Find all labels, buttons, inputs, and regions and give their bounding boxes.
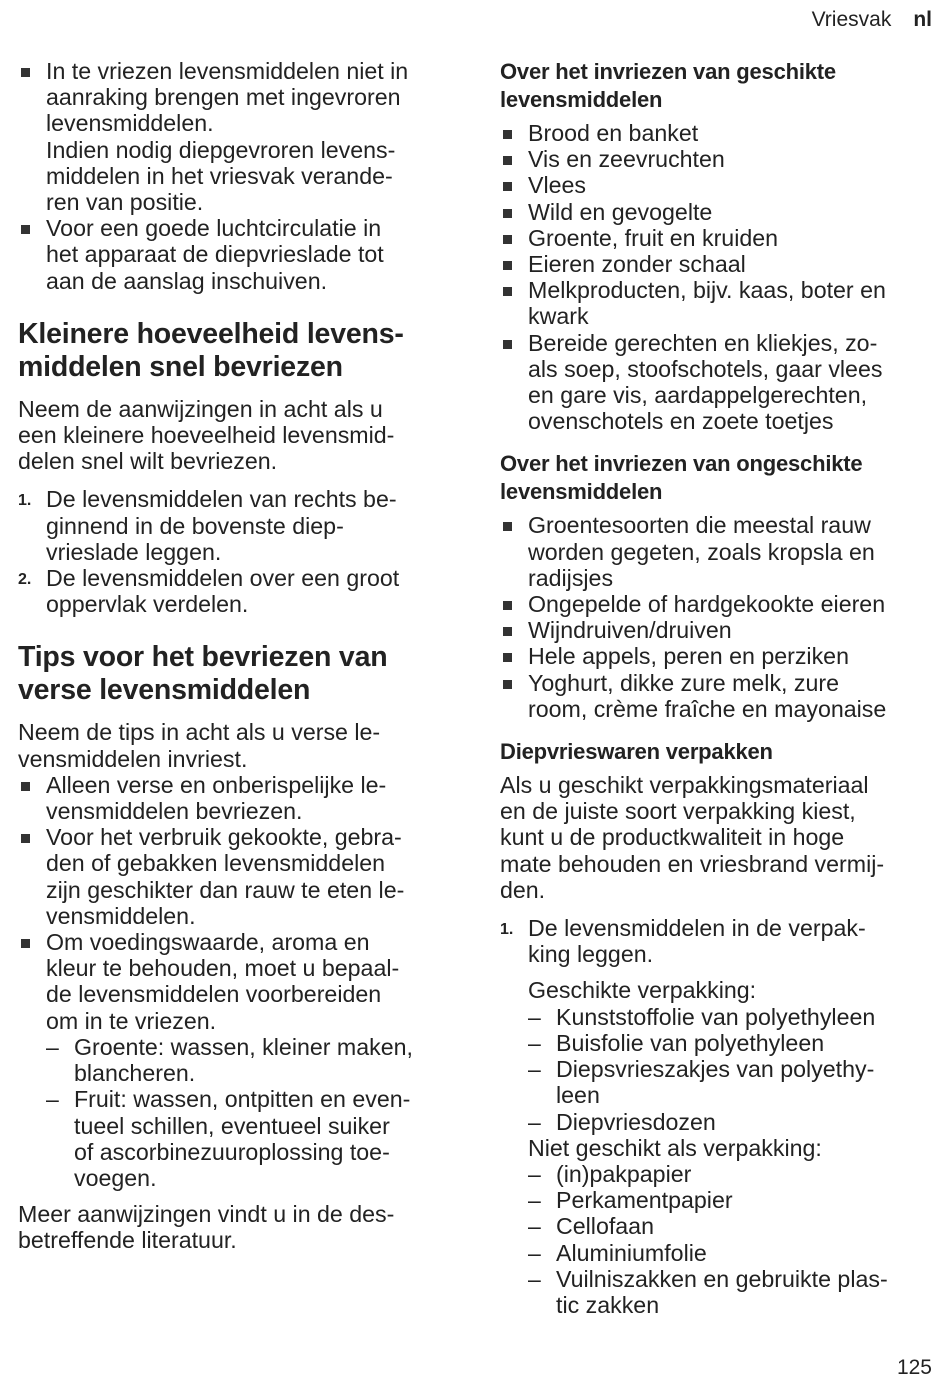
- list-item-text: kwark: [528, 303, 589, 330]
- text-line: delen snel wilt bevriezen.: [18, 448, 278, 475]
- heading-unsuitable-foods: [500, 450, 940, 506]
- dash-icon: –: [528, 1265, 541, 1292]
- bullet-list-storage-tips: [18, 58, 458, 294]
- dash-icon: –: [46, 1086, 59, 1113]
- dash-list-unsuitable-packaging: [528, 1161, 940, 1318]
- list-item-text: In te vriezen levensmiddelen niet in: [46, 58, 409, 84]
- list-item-text: ren van positie.: [46, 189, 204, 216]
- paragraph-quick-freeze: [18, 396, 458, 475]
- list-item-text: en gare vis, aardappelgerechten,: [528, 382, 868, 409]
- step-text: De levensmiddelen over een groot: [46, 565, 400, 592]
- heading-line: verse levensmiddelen: [18, 674, 311, 707]
- dash-list-preparation: [46, 1034, 458, 1191]
- heading-fresh-food-tips: [18, 641, 458, 707]
- list-item-text: Yoghurt, dikke zure melk, zure: [528, 669, 840, 696]
- steps-packaging: [500, 915, 940, 967]
- text-line: mate behouden en vriesbrand vermij-: [500, 850, 885, 877]
- list-item-text: het apparaat de diepvrieslade tot: [46, 241, 384, 268]
- dash-list-item: [46, 1034, 458, 1086]
- dash-list-item: [528, 1266, 940, 1318]
- section-title: Vriesvak: [811, 8, 892, 31]
- list-item-text: Groente, fruit en kruiden: [528, 224, 779, 251]
- right-column: [500, 58, 940, 1318]
- dash-icon: –: [528, 1160, 541, 1187]
- heading-packaging: [500, 738, 940, 766]
- text-line: betreffende literatuur.: [18, 1227, 237, 1254]
- text-line: den.: [500, 876, 546, 903]
- list-item: [500, 643, 940, 669]
- list-item-text: zijn geschikter dan rauw te eten le-: [46, 876, 405, 903]
- text-line: vensmiddelen invriest.: [18, 745, 248, 772]
- list-item-text: (in)pakpapier: [556, 1160, 692, 1187]
- step-item: [500, 915, 940, 967]
- step-number: 2.: [18, 571, 32, 589]
- packaging-lists: [528, 977, 940, 1318]
- list-item: [500, 199, 940, 225]
- step-text: De levensmiddelen in de verpak-: [528, 915, 866, 942]
- dash-list-item: [528, 1056, 940, 1108]
- list-item-text: vensmiddelen.: [46, 902, 196, 929]
- dash-icon: –: [46, 1033, 59, 1060]
- language-code: nl: [913, 8, 932, 31]
- list-item-text: worden gegeten, zoals kropsla en: [528, 538, 875, 565]
- list-item-text: Alleen verse en onberispelijke le-: [46, 771, 387, 798]
- text-line: Neem de tips in acht als u verse le-: [18, 719, 381, 746]
- list-item-text: voegen.: [74, 1164, 157, 1191]
- list-item-text: levensmiddelen.: [46, 110, 214, 137]
- text-line: en de juiste soort verpakking kiest,: [500, 798, 856, 825]
- step-item: [18, 565, 458, 617]
- dash-list-item: [528, 1030, 940, 1056]
- dash-list-item: [528, 1187, 940, 1213]
- list-item-text: aanraking brengen met ingevroren: [46, 84, 401, 111]
- list-item-text: Wild en gevogelte: [528, 198, 713, 225]
- step-item: [18, 486, 458, 565]
- dash-list-item: [46, 1086, 458, 1191]
- list-item-text: Groente: wassen, kleiner maken,: [74, 1033, 413, 1060]
- dash-list-suitable-packaging: [528, 1004, 940, 1135]
- list-item-text: Wijndruiven/druiven: [528, 617, 732, 644]
- list-item: [500, 172, 940, 198]
- list-item-text: radijsjes: [528, 564, 614, 591]
- dash-icon: –: [528, 1056, 541, 1083]
- list-item-text: Ongepelde of hardgekookte eieren: [528, 591, 886, 618]
- list-item-text: blancheren.: [74, 1060, 196, 1087]
- dash-icon: –: [528, 1187, 541, 1214]
- list-item-text: Kunststoffolie van polyethyleen: [556, 1003, 876, 1030]
- list-item-text: room, crème fraîche en mayonaise: [528, 695, 887, 722]
- list-item-text: Diepsvrieszakjes van polyethy-: [556, 1056, 875, 1083]
- dash-list-item: [528, 1161, 940, 1187]
- dash-list-item: [528, 1004, 940, 1030]
- list-item: [18, 772, 458, 824]
- list-item-text: Om voedingswaarde, aroma en: [46, 929, 370, 956]
- list-item-text: Vuilniszakken en gebruikte plas-: [556, 1265, 888, 1292]
- list-item-text: of ascorbinezuuroplossing toe-: [74, 1138, 390, 1165]
- dash-icon: –: [528, 1003, 541, 1030]
- page-number: 125: [896, 1356, 932, 1379]
- list-item: [500, 330, 940, 435]
- list-item-text: Vis en zeevruchten: [528, 146, 725, 173]
- text-line: Meer aanwijzingen vindt u in de des-: [18, 1201, 395, 1228]
- list-item-text: tic zakken: [556, 1291, 660, 1318]
- list-item-text: Fruit: wassen, ontpitten en even-: [74, 1086, 411, 1113]
- list-item: [500, 591, 940, 617]
- label-unsuitable-packaging: Niet geschikt als verpakking:: [528, 1134, 822, 1161]
- list-item: [500, 146, 940, 172]
- list-item-text: Brood en banket: [528, 120, 699, 146]
- list-item-text: Indien nodig diepgevroren levens-: [46, 136, 396, 163]
- label-suitable-packaging: Geschikte verpakking:: [528, 977, 757, 1004]
- steps-quick-freeze: [18, 486, 458, 617]
- page-header: [812, 8, 932, 32]
- list-item: [18, 215, 458, 294]
- list-item-text: kleur te behouden, moet u bepaal-: [46, 955, 400, 982]
- paragraph-more-info: [18, 1201, 458, 1253]
- list-item: [500, 120, 940, 146]
- list-item-text: Eieren zonder schaal: [528, 251, 746, 278]
- list-item: [500, 277, 940, 329]
- bullet-list-unsuitable-foods: [500, 512, 940, 722]
- text-line: Als u geschikt verpakkingsmateriaal: [500, 772, 869, 799]
- list-item-text: Buisfolie van polyethyleen: [556, 1029, 825, 1056]
- heading-line: Tips voor het bevriezen van: [18, 641, 388, 674]
- text-line: Neem de aanwijzingen in acht als u: [18, 395, 383, 422]
- list-item: [500, 617, 940, 643]
- list-item-text: Hele appels, peren en perziken: [528, 643, 849, 670]
- text-line: kunt u de productkwaliteit in hoge: [500, 824, 845, 851]
- step-text: king leggen.: [528, 941, 654, 968]
- list-item-text: ovenschotels en zoete toetjes: [528, 408, 834, 435]
- step-text: oppervlak verdelen.: [46, 591, 249, 618]
- list-item-text: Bereide gerechten en kliekjes, zo-: [528, 329, 878, 356]
- list-item-text: Groentesoorten die meestal rauw: [528, 512, 871, 539]
- heading-line: Over het invriezen van ongeschikte: [500, 451, 863, 477]
- list-item-text: Vlees: [528, 172, 587, 199]
- list-item: [18, 929, 458, 1034]
- list-item-text: aan de aanslag inschuiven.: [46, 267, 328, 294]
- bullet-list-fresh-food-tips: [18, 772, 458, 1034]
- step-number: 1.: [500, 921, 514, 939]
- step-text: De levensmiddelen van rechts be-: [46, 486, 397, 513]
- list-item-text: middelen in het vriesvak verande-: [46, 162, 393, 189]
- list-item-text: vensmiddelen bevriezen.: [46, 798, 303, 825]
- list-item-text: Melkproducten, bijv. kaas, boter en: [528, 277, 886, 304]
- paragraph-fresh-food-tips: [18, 719, 458, 771]
- step-text: ginnend in de bovenste diep-: [46, 512, 344, 539]
- step-number: 1.: [18, 492, 32, 510]
- list-item-text: om in te vriezen.: [46, 1007, 217, 1034]
- heading-line: Kleinere hoeveelheid levens-: [18, 317, 404, 350]
- dash-icon: –: [528, 1029, 541, 1056]
- list-item: [18, 58, 458, 215]
- list-item: [18, 824, 458, 929]
- heading-line: Diepvrieswaren verpakken: [500, 739, 773, 765]
- dash-icon: –: [528, 1239, 541, 1266]
- list-item-text: Cellofaan: [556, 1213, 654, 1240]
- list-item-text: tueel schillen, eventueel suiker: [74, 1112, 390, 1139]
- heading-line: levensmiddelen: [500, 479, 663, 505]
- bullet-list-suitable-foods: [500, 120, 940, 434]
- list-item: [500, 670, 940, 722]
- list-item: [500, 251, 940, 277]
- dash-list-item: [528, 1109, 940, 1135]
- list-item-text: den of gebakken levensmiddelen: [46, 850, 386, 877]
- dash-icon: –: [528, 1213, 541, 1240]
- heading-line: levensmiddelen: [500, 87, 663, 112]
- text-line: een kleinere hoeveelheid levensmid-: [18, 422, 395, 449]
- list-item-text: Voor het verbruik gekookte, gebra-: [46, 824, 402, 851]
- heading-suitable-foods: [500, 58, 940, 114]
- left-column: [18, 58, 458, 1254]
- list-item-text: Diepvriesdozen: [556, 1108, 716, 1135]
- list-item-text: de levensmiddelen voorbereiden: [46, 981, 382, 1008]
- dash-list-item: [528, 1213, 940, 1239]
- heading-quick-freeze: [18, 318, 458, 384]
- heading-line: middelen snel bevriezen: [18, 350, 343, 383]
- dash-icon: –: [528, 1108, 541, 1135]
- dash-list-item: [528, 1240, 940, 1266]
- list-item-text: Perkamentpapier: [556, 1187, 733, 1214]
- heading-line: Over het invriezen van geschikte: [500, 59, 836, 84]
- list-item-text: leen: [556, 1082, 600, 1109]
- list-item-text: als soep, stoofschotels, gaar vlees: [528, 355, 883, 382]
- list-item-text: Aluminiumfolie: [556, 1239, 707, 1266]
- list-item: [500, 225, 940, 251]
- paragraph-packaging: [500, 772, 940, 903]
- list-item: [500, 512, 940, 591]
- list-item-text: Voor een goede luchtcirculatie in: [46, 215, 382, 242]
- step-text: vrieslade leggen.: [46, 538, 222, 565]
